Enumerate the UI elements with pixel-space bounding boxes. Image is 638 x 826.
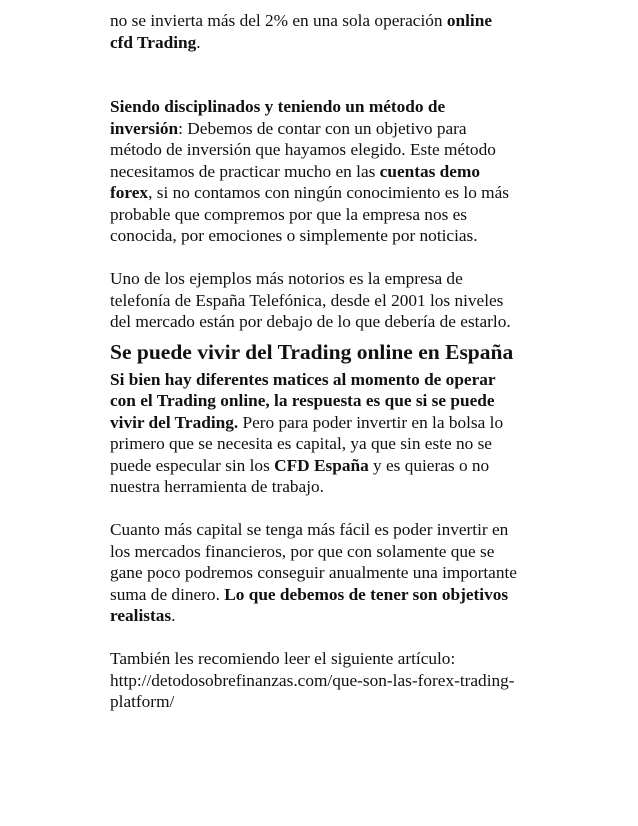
paragraph-discipline — [110, 96, 530, 247]
text-run: no se invierta más del 2% en una sola operación — [110, 11, 447, 30]
bold-run: con el Trading online, la respuesta es que si se puede — [110, 391, 495, 410]
bold-run: Lo que debemos de tener son objetivos — [224, 584, 509, 604]
text-line: del mercado están por debajo de lo que debería de estarlo. — [110, 312, 511, 331]
bold-run: online — [446, 11, 493, 30]
text-line — [110, 584, 530, 606]
text-run: y es quieras o no — [368, 455, 490, 475]
section-heading: Se puede vivir del Trading online en España — [110, 339, 514, 364]
paragraph-living-from-trading — [110, 369, 530, 498]
article-url-line: http://detodosobrefinanzas.com/que-son-las-forex-trading- — [110, 670, 515, 690]
bold-run: CFD España — [274, 455, 369, 475]
text-line — [110, 10, 530, 32]
bold-run: realistas — [110, 606, 172, 625]
text-line: Cuanto más capital se tenga más fácil es poder invertir en — [110, 520, 509, 539]
text-line: primero que se necesita es capital, ya que sin este no se — [110, 434, 492, 453]
text-line: telefonía de España Telefónica, desde el 2001 los niveles — [110, 290, 504, 310]
article-page — [110, 10, 530, 713]
text-line — [110, 412, 530, 434]
text-line — [110, 369, 530, 391]
text-line — [110, 455, 530, 477]
text-line: gane poco podremos conseguir anualmente una importante — [110, 563, 517, 582]
paragraph-telefonica-example — [110, 268, 530, 333]
text-run: suma de dinero. — [110, 584, 225, 604]
text-run: . — [171, 606, 176, 625]
bold-run: cfd Trading — [110, 32, 197, 52]
text-line — [110, 118, 530, 140]
paragraph-spacer — [110, 627, 530, 649]
text-line — [110, 605, 530, 627]
bold-run: inversión — [110, 118, 179, 138]
text-line: probable que compremos por que la empresa nos es — [110, 204, 468, 224]
text-line: Uno de los ejemplos más notorios es la empresa de — [110, 269, 463, 288]
text-line: los mercados financieros, por que con solamente que se — [110, 541, 495, 561]
bold-run: cuentas demo — [379, 161, 480, 181]
paragraph-spacer — [110, 498, 530, 520]
text-run: necesitamos de practicar mucho en las — [110, 161, 380, 181]
text-line — [110, 182, 530, 204]
bold-run: vivir del Trading. — [110, 412, 239, 432]
text-line — [110, 32, 530, 54]
paragraph-recommendation — [110, 648, 530, 713]
text-run: . — [196, 32, 201, 52]
article-url-line: platform/ — [110, 692, 175, 711]
text-run: , si no contamos con ningún conocimiento es lo más — [148, 183, 510, 202]
text-line: nuestra herramienta de trabajo. — [110, 477, 324, 496]
text-line — [110, 96, 530, 118]
paragraph-spacer — [110, 247, 530, 269]
paragraph-risk-limit — [110, 10, 530, 53]
bold-run: Siendo disciplinados y teniendo un método de — [110, 97, 446, 116]
bold-run: Si bien hay diferentes matices al momento de operar — [110, 369, 496, 389]
text-line — [110, 390, 530, 412]
text-run: Pero para poder invertir en la bolsa lo — [238, 412, 504, 432]
text-line: conocida, por emociones o simplemente por noticias. — [110, 226, 478, 245]
text-run: puede especular sin los — [110, 455, 275, 475]
text-run: : Debemos de contar con un objetivo para — [178, 118, 467, 138]
paragraph-capital — [110, 519, 530, 627]
text-line — [110, 161, 530, 183]
text-line: También les recomiendo leer el siguiente artículo: — [110, 649, 456, 668]
paragraph-spacer — [110, 75, 530, 97]
paragraph-spacer — [110, 53, 530, 75]
bold-run: forex — [110, 183, 149, 202]
text-line: método de inversión que hayamos elegido. Este método — [110, 140, 496, 159]
